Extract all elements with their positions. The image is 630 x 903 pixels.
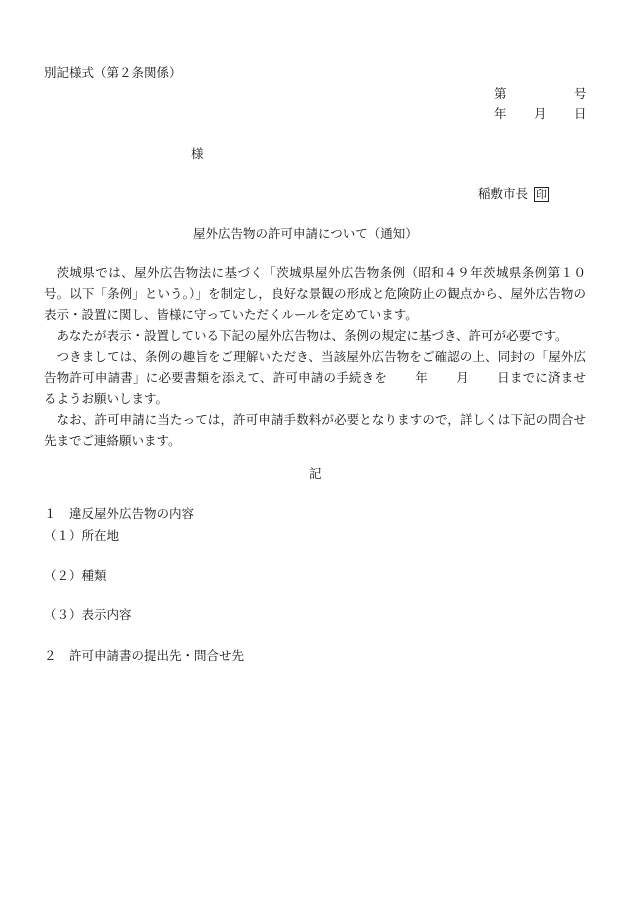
- section-1-item-type: （２）種類: [44, 568, 107, 583]
- body-paragraph-3-month: 月: [456, 370, 469, 385]
- doc-number-suffix: 号: [574, 86, 587, 101]
- body-paragraph-1: 茨城県では、屋外広告物法に基づく「茨城県屋外広告物条例（昭和４９年茨城県条例第１０号。以下「条例」という。）」を制定し，良好な景観の形成と危険防止の観点から、屋外広告物の表示・設置に関し、皆様に守っていただくルールを定めています。: [44, 265, 586, 322]
- doc-number-prefix: 第: [494, 86, 507, 101]
- section-1-item-content: （３）表示内容: [44, 607, 132, 622]
- body-paragraph-3-text-b: 日までに済ませるようお願いします。: [44, 370, 586, 406]
- sender-title: 稲敷市長: [478, 186, 529, 201]
- section-1-item-location: （１）所在地: [44, 528, 120, 543]
- body-paragraph-3: [44, 346, 586, 409]
- date-month: 月: [534, 106, 547, 121]
- recipient-suffix: 様: [191, 146, 204, 161]
- body-paragraph-2: あなたが表示・設置している下記の屋外広告物は、条例の規定に基づき、許可が必要です。: [56, 328, 568, 343]
- body-paragraph-3-text-a: つきましては、条例の趣旨をご理解いただき、当該屋外広告物をご確認の上、同封の「屋外広告物許可申請書」に必要書類を添えて、許可申請の手続きを: [44, 349, 586, 385]
- body-paragraph-3-year: 年: [415, 370, 429, 385]
- section-2-title: ２ 許可申請書の提出先・問合せ先: [44, 648, 245, 663]
- sender: [478, 187, 549, 202]
- date-year: 年: [494, 106, 507, 121]
- body-paragraph-4: なお、許可申請に当たっては，許可申請手数料が必要となりますので，詳しくは下記の問合せ先までご連絡願います。: [44, 412, 586, 448]
- form-label: 別記様式（第２条関係）: [44, 65, 182, 80]
- subject-title: 屋外広告物の許可申請について（通知）: [193, 226, 418, 241]
- seal-mark: 印: [536, 188, 548, 201]
- body-text: [44, 262, 586, 451]
- section-1-title: １ 違反屋外広告物の内容: [44, 506, 195, 521]
- ki-heading: 記: [309, 466, 322, 481]
- date-day: 日: [574, 106, 587, 121]
